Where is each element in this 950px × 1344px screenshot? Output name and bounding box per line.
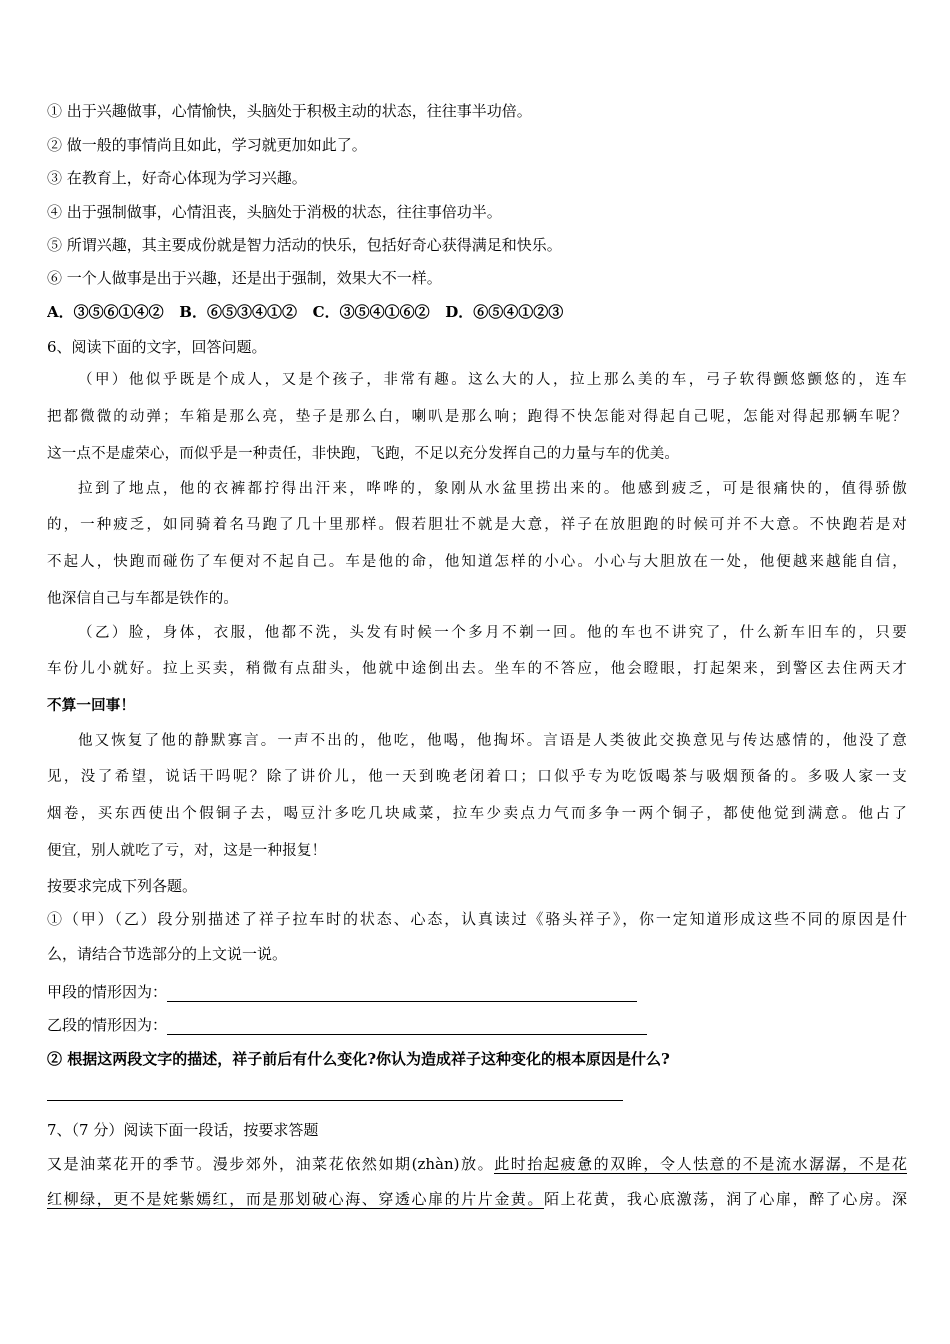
sentence-1: ① 出于兴趣做事，心情愉快，头脑处于积极主动的状态，往往事半功倍。 — [47, 102, 532, 120]
passage-line: 不起人，快跑而碰伤了车便对不起自己。车是他的命，他知道怎样的小心。小心与大胆放在一处，他便越来越能自信， — [47, 554, 907, 570]
q7-underlined-sentence: 此时抬起疲惫的双眸，令人怯意的不是流水潺潺，不是花 — [494, 1155, 907, 1173]
passage-line: 拉到了地点，他的衣裤都拧得出汗来，哗哗的，象刚从水盆里捞出来的。他感到疲乏，可是很痛快的，值得骄傲 — [78, 481, 907, 497]
sentence-4: ④ 出于强制做事，心情沮丧，头脑处于消极的状态，往往事倍功半。 — [47, 203, 502, 221]
label-jia: 甲段的情形因为： — [47, 983, 168, 1001]
passage-line: 他深信自己与车都是铁作的。 — [47, 591, 239, 607]
sentence-3: ③ 在教育上，好奇心体现为学习兴趣。 — [47, 169, 307, 187]
sentence-2: ② 做一般的事情尚且如此，学习就更加如此了。 — [47, 136, 367, 154]
answer-blank-jia[interactable] — [167, 986, 637, 1002]
answer-blank-sub2[interactable] — [47, 1100, 623, 1101]
q7-underlined-sentence: 红柳绿，更不是姹紫嫣红，而是那划破心海、穿透心扉的片片金黄。 — [47, 1190, 545, 1208]
q7-title: 7、（7 分）阅读下面一段话，按要求答题 — [47, 1121, 319, 1139]
q7-passage-line2 — [47, 1189, 907, 1209]
passage-line: 的，一种疲乏，如同骑着名马跑了几十里那样。假若胆壮不就是大意，祥子在放胆跑的时候可并不大意。不快跑若是对 — [47, 517, 907, 533]
answer-options: A．③⑤⑥①④② B．⑥⑤③④①② C．③⑤④①⑥② D．⑥⑤④①②③ — [47, 303, 564, 321]
passage-line: 见，没了希望，说话干吗呢？除了讲价儿，他一天到晚老闭着口；口似乎专为吃饭喝茶与吸烟预备的。多吸人家一支 — [47, 769, 907, 785]
answer-line-yi — [47, 1015, 907, 1035]
q6-title: 6、阅读下面的文字，回答问题。 — [47, 338, 267, 356]
q6-instruction: 按要求完成下列各题。 — [47, 877, 198, 895]
q6-sub2: ② 根据这两段文字的描述，祥子前后有什么变化?你认为造成祥子这种变化的根本原因是什么? — [47, 1050, 670, 1068]
q7-text-plain: 陌上花黄，我心底激荡，润了心扉，醉了心房。深 — [544, 1190, 907, 1208]
passage-line: 车份儿小就好。拉上买卖，稍微有点甜头，他就中途倒出去。坐车的不答应，他会瞪眼，打起架来，到警区去住两天才 — [47, 661, 907, 677]
q6-sub1-line1: ①（甲）（乙）段分别描述了祥子拉车时的状态、心态，认真读过《骆头祥子》，你一定知道形成这些不同的原因是什 — [47, 910, 907, 928]
label-yi: 乙段的情形因为： — [47, 1016, 168, 1034]
passage-line: （甲）他似乎既是个成人，又是个孩子，非常有趣。这么大的人，拉上那么美的车，弓子软得颤悠颤悠的，连车 — [78, 372, 907, 388]
passage-line: 把都微微的动弹；车箱是那么亮，垫子是那么白，喇叭是那么响；跑得不快怎能对得起自己呢，怎能对得起那辆车呢？ — [47, 409, 907, 425]
passage-line: 便宜，别人就吃了亏，对，这是一种报复！ — [47, 843, 327, 859]
q7-passage-line1 — [47, 1154, 907, 1174]
passage-line: 这一点不是虚荣心，而似乎是一种责任，非快跑，飞跑，不足以充分发挥自己的力量与车的优美。 — [47, 446, 680, 462]
sentence-6: ⑥ 一个人做事是出于兴趣，还是出于强制，效果大不一样。 — [47, 269, 442, 287]
passage-line: （乙）脸，身体，衣服，他都不洗，头发有时候一个多月不剃一回。他的车也不讲究了，什么新车旧车的，只要 — [78, 625, 907, 641]
q7-text-plain: 又是油菜花开的季节。漫步郊外，油菜花依然如期(zhàn)放。 — [47, 1155, 495, 1173]
passage-line: 不算一回事！ — [47, 697, 136, 714]
sentence-5: ⑤ 所谓兴趣，其主要成份就是智力活动的快乐，包括好奇心获得满足和快乐。 — [47, 236, 562, 254]
answer-blank-yi[interactable] — [167, 1019, 647, 1035]
passage-line: 烟卷，买东西使出个假铜子去，喝豆汁多吃几块咸菜，拉车少卖点力气而多争一两个铜子，都使他觉到满意。他占了 — [47, 806, 907, 822]
q6-sub1-line2: 么，请结合节选部分的上文说一说。 — [47, 945, 288, 963]
answer-line-jia — [47, 982, 907, 1002]
passage-line: 他又恢复了他的静默寡言。一声不出的，他吃，他喝，他掏坏。言语是人类彼此交换意见与传达感情的，他没了意 — [78, 733, 907, 749]
